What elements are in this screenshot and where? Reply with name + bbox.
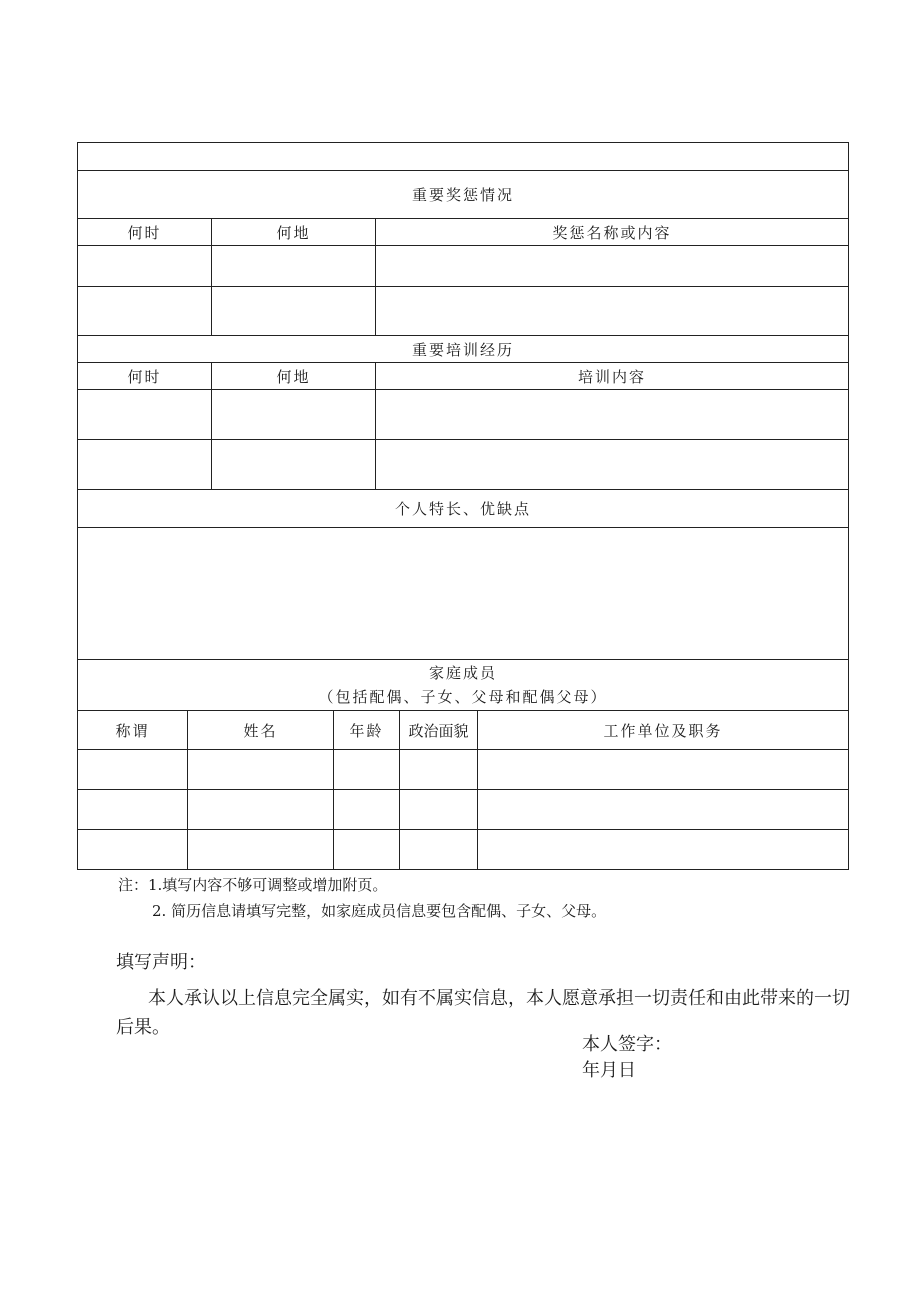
strengths-cell[interactable] [78, 528, 849, 660]
awards-title: 重要奖惩情况 [78, 171, 849, 219]
awards-col-where: 何地 [212, 219, 376, 246]
family-col-work: 工作单位及职务 [478, 711, 849, 750]
top-blank-row[interactable] [78, 143, 849, 171]
training-col-content: 培训内容 [376, 363, 849, 390]
training-cell-where[interactable] [212, 440, 376, 490]
family-cell-name[interactable] [188, 790, 334, 830]
training-cell-when[interactable] [78, 440, 212, 490]
family-cell-political[interactable] [400, 750, 478, 790]
strengths-title: 个人特长、优缺点 [78, 490, 849, 528]
training-cell-where[interactable] [212, 390, 376, 440]
training-cell-when[interactable] [78, 390, 212, 440]
family-cell-work[interactable] [478, 830, 849, 870]
family-cell-relation[interactable] [78, 790, 188, 830]
family-cell-age[interactable] [334, 750, 400, 790]
awards-cell-when[interactable] [78, 287, 212, 336]
awards-cell-content[interactable] [376, 287, 849, 336]
training-title: 重要培训经历 [78, 336, 849, 363]
awards-cell-content[interactable] [376, 246, 849, 287]
training-cell-content[interactable] [376, 390, 849, 440]
training-col-where: 何地 [212, 363, 376, 390]
declaration-title: 填写声明： [116, 952, 206, 973]
notes [118, 872, 606, 924]
family-cell-work[interactable] [478, 790, 849, 830]
note-line-1: 注：1.填写内容不够可调整或增加附页。 [118, 876, 388, 894]
resume-form-table [77, 142, 849, 870]
awards-col-when: 何时 [78, 219, 212, 246]
family-cell-political[interactable] [400, 790, 478, 830]
family-cell-relation[interactable] [78, 750, 188, 790]
declaration-body: 本人承认以上信息完全属实，如有不属实信息，本人愿意承担一切责任和由此带来的一切后果。 [116, 988, 850, 1038]
family-col-political: 政治面貌 [400, 711, 478, 750]
family-col-name: 姓名 [188, 711, 334, 750]
note-line-2: 2. 简历信息请填写完整，如家庭成员信息要包含配偶、子女、父母。 [152, 902, 607, 920]
family-cell-relation[interactable] [78, 830, 188, 870]
declaration [116, 950, 851, 1042]
awards-cell-where[interactable] [212, 287, 376, 336]
family-cell-age[interactable] [334, 790, 400, 830]
family-subtitle: （包括配偶、子女、父母和配偶父母） [318, 688, 608, 706]
awards-cell-when[interactable] [78, 246, 212, 287]
family-col-age: 年龄 [334, 711, 400, 750]
family-cell-name[interactable] [188, 830, 334, 870]
family-cell-political[interactable] [400, 830, 478, 870]
training-col-when: 何时 [78, 363, 212, 390]
awards-col-content: 奖惩名称或内容 [376, 219, 849, 246]
family-col-relation: 称谓 [78, 711, 188, 750]
family-cell-name[interactable] [188, 750, 334, 790]
family-title: 家庭成员 [429, 664, 498, 682]
date-label: 年月日 [582, 1060, 636, 1081]
family-cell-work[interactable] [478, 750, 849, 790]
family-title-cell [78, 660, 849, 711]
awards-cell-where[interactable] [212, 246, 376, 287]
signature-label: 本人签字： [582, 1034, 672, 1055]
training-cell-content[interactable] [376, 440, 849, 490]
family-cell-age[interactable] [334, 830, 400, 870]
